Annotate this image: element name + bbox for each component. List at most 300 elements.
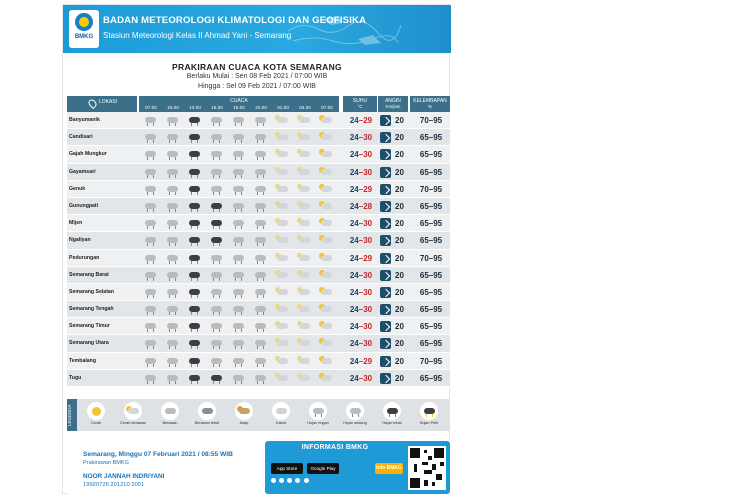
location-name: Genuk [69, 185, 86, 192]
rain-cloud-icon [143, 287, 157, 297]
location-name: Tugu [69, 374, 82, 381]
moon-cloud-icon [275, 338, 289, 348]
legend-item [81, 401, 111, 429]
temp-min: 24 [349, 236, 359, 246]
time-label: 07.00 [145, 105, 157, 110]
time-label: 13.00 [189, 105, 201, 110]
partly-cloudy-icon [319, 132, 333, 142]
heavy-rain-icon [187, 270, 201, 280]
wind-direction-icon [380, 184, 391, 195]
rain-cloud-icon [143, 167, 157, 177]
valid-to: Hingga : Sel 09 Feb 2021 / 07:00 WIB [198, 83, 316, 90]
heavy-rain-icon [187, 338, 201, 348]
wind-speed: 20 [395, 116, 404, 125]
station-name: Stasiun Meteorologi Kelas II Ahmad Yani - Semarang [103, 31, 292, 40]
temp-min: 24 [349, 339, 359, 349]
humidity: 65–95 [419, 373, 443, 383]
rain-cloud-icon [209, 321, 223, 331]
heavy-rain-icon [187, 321, 201, 331]
moon-cloud-icon [275, 149, 289, 159]
moon-cloud-icon [297, 132, 311, 142]
humidity: 65–95 [419, 133, 443, 143]
moon-cloud-icon [297, 115, 311, 125]
humidity: 65–95 [419, 322, 443, 332]
wind-speed: 20 [395, 150, 404, 160]
rain-cloud-icon [143, 270, 157, 280]
partly-cloudy-icon [319, 338, 333, 348]
rain-cloud-icon [143, 338, 157, 348]
temperature: 24–30 [349, 270, 373, 280]
partly-cloudy-icon [319, 184, 333, 194]
twitter-icon [271, 479, 277, 483]
rain-cloud-icon [253, 270, 267, 280]
time-label: 19.00 [233, 105, 245, 110]
temperature: 24–30 [349, 322, 373, 332]
heavy-rain-icon [187, 287, 201, 297]
wind-speed: 20 [395, 287, 404, 297]
humidity: 70–95 [419, 356, 443, 366]
time-label: 01.00 [277, 105, 289, 110]
qr-code [408, 446, 446, 490]
humidity: 65–95 [419, 236, 443, 246]
forecast-poster [62, 4, 450, 494]
forecast-table [67, 96, 450, 387]
temp-max: 28 [363, 201, 373, 211]
temp-max: 29 [363, 184, 373, 194]
rain-cloud-icon [231, 321, 245, 331]
location-name: Gajah Mungkur [69, 151, 107, 158]
haze-icon [237, 406, 251, 416]
rain-cloud-icon [253, 218, 267, 228]
wind-direction-icon [380, 304, 391, 315]
location-name: Semarang Tengah [69, 306, 114, 313]
temperature: 24–30 [349, 167, 373, 177]
wind-direction-icon [380, 270, 391, 281]
rain-cloud-icon [165, 115, 179, 125]
legend-item [155, 401, 185, 429]
location-name: Mijen [69, 220, 83, 227]
rain-cloud-icon [143, 132, 157, 142]
temperature: 24–30 [349, 150, 373, 160]
legend-item [340, 401, 370, 429]
heavy-rain-icon [187, 218, 201, 228]
temp-max: 30 [363, 373, 373, 383]
wind-direction-icon [380, 132, 391, 143]
location-name: Semarang Timur [69, 323, 110, 330]
moon-cloud-icon [297, 149, 311, 159]
location-pin-icon [87, 98, 98, 109]
legend [67, 399, 450, 431]
location-name: Pedurungan [69, 254, 100, 261]
wind-direction-icon [380, 321, 391, 332]
rain-cloud-icon [231, 253, 245, 263]
rain-cloud-icon [253, 201, 267, 211]
rain-cloud-icon [253, 184, 267, 194]
temperature: 24–30 [349, 236, 373, 246]
temp-min: 24 [349, 116, 359, 125]
wind-direction-icon [380, 235, 391, 246]
org-name: BADAN METEOROLOGI KLIMATOLOGI DAN GEOFISIKA [103, 15, 367, 26]
rain-cloud-icon [348, 406, 362, 416]
rain-cloud-icon [253, 304, 267, 314]
partly-cloudy-icon [319, 149, 333, 159]
header-lokasi: LOKASI [67, 96, 137, 112]
temp-max: 30 [363, 167, 373, 177]
humidity: 70–95 [419, 184, 443, 194]
moon-cloud-icon [297, 218, 311, 228]
rain-cloud-icon [253, 253, 267, 263]
moon-cloud-icon [275, 167, 289, 177]
partly-cloudy-icon [319, 201, 333, 211]
rain-cloud-icon [165, 132, 179, 142]
info-bmkg-button[interactable]: Info BMKG [375, 463, 403, 474]
legend-item [118, 401, 148, 429]
table-row [67, 318, 450, 335]
rain-cloud-icon [165, 184, 179, 194]
wind-direction-icon [380, 287, 391, 298]
time-label: 22.00 [255, 105, 267, 110]
temperature: 24–29 [349, 356, 373, 366]
wind-direction-icon [380, 218, 391, 229]
header-cuaca: CUACA [139, 96, 339, 112]
humidity: 65–95 [419, 219, 443, 229]
rain-cloud-icon [209, 132, 223, 142]
wind-direction-icon [380, 356, 391, 367]
bmkg-logo: BMKG [69, 10, 99, 48]
temperature: 24–30 [349, 219, 373, 229]
temp-min: 24 [349, 133, 359, 143]
wind-speed: 20 [395, 305, 404, 315]
rain-cloud-icon [253, 167, 267, 177]
moon-cloud-icon [275, 356, 289, 366]
temp-max: 30 [363, 133, 373, 143]
humidity: 65–95 [419, 270, 443, 280]
moon-cloud-icon [275, 132, 289, 142]
location-name: Semarang Selatan [69, 288, 114, 295]
rain-cloud-icon [209, 115, 223, 125]
rain-cloud-icon [165, 270, 179, 280]
rain-cloud-icon [231, 218, 245, 228]
humidity: 70–95 [419, 253, 443, 263]
cloud-icon [163, 406, 177, 416]
location-name: Candisari [69, 134, 93, 141]
humidity: 65–95 [419, 287, 443, 297]
moon-cloud-icon [297, 356, 311, 366]
heavy-rain-icon [187, 235, 201, 245]
humidity: 65–95 [419, 167, 443, 177]
moon-cloud-icon [275, 321, 289, 331]
wind-direction-icon [380, 149, 391, 160]
table-row [67, 215, 450, 232]
rain-cloud-icon [165, 356, 179, 366]
rain-cloud-icon [253, 115, 267, 125]
email-icon [304, 479, 310, 483]
temp-max: 30 [363, 150, 373, 160]
legend-item [303, 401, 333, 429]
temp-max: 30 [363, 305, 373, 315]
header-angin: ANGIN Km/jam [378, 96, 408, 112]
partly-cloudy-icon [319, 373, 333, 383]
rain-cloud-icon [143, 356, 157, 366]
location-name: Tembalang [69, 357, 96, 364]
wind-direction-icon [380, 338, 391, 349]
partly-cloudy-icon [319, 253, 333, 263]
rain-cloud-icon [311, 406, 325, 416]
location-name: Banyumanik [69, 117, 100, 123]
valid-from: Berlaku Mulai : Sen 08 Feb 2021 / 07:00 WIB [186, 73, 328, 80]
rain-cloud-icon [209, 184, 223, 194]
temp-min: 24 [349, 305, 359, 315]
rain-cloud-icon [209, 356, 223, 366]
location-name: Gayamsari [69, 168, 96, 175]
rain-cloud-icon [209, 167, 223, 177]
temp-min: 24 [349, 184, 359, 194]
table-row [67, 146, 450, 163]
rain-cloud-icon [143, 184, 157, 194]
wind-speed: 20 [395, 339, 404, 349]
wind-speed: 20 [395, 167, 404, 177]
footer [67, 439, 450, 494]
table-header [67, 96, 450, 112]
dark-cloud-icon [200, 406, 214, 416]
table-row [67, 335, 450, 352]
temperature: 24–29 [349, 253, 373, 263]
temp-max: 30 [363, 219, 373, 229]
partly-cloudy-icon [126, 406, 140, 416]
wind-speed: 20 [395, 253, 404, 263]
partly-cloudy-icon [319, 115, 333, 125]
facebook-icon [287, 479, 293, 483]
moon-cloud-icon [297, 287, 311, 297]
rain-cloud-icon [231, 356, 245, 366]
partly-cloudy-icon [319, 218, 333, 228]
moon-cloud-icon [275, 270, 289, 280]
rain-cloud-icon [231, 270, 245, 280]
heavy-rain-icon [187, 132, 201, 142]
time-label: 16.00 [211, 105, 223, 110]
heavy-rain-icon [187, 373, 201, 383]
legend-item-label: Berawan [162, 421, 178, 425]
forecaster-name: NOOR JANNAH INDRIYANI [83, 473, 165, 480]
header-suhu: SUHU °C [343, 96, 377, 112]
partly-cloudy-icon [319, 287, 333, 297]
legend-item-label: Cerah [90, 421, 102, 425]
temp-max: 30 [363, 322, 373, 332]
rain-cloud-icon [165, 218, 179, 228]
rain-cloud-icon [165, 338, 179, 348]
rain-cloud-icon [143, 253, 157, 263]
forecaster-nip: 19920726 201210 2001 [83, 482, 145, 488]
table-row [67, 164, 450, 181]
moon-cloud-icon [297, 304, 311, 314]
humidity: 65–95 [419, 305, 443, 315]
legend-item-label: Cerah berawan [120, 421, 146, 425]
table-row [67, 129, 450, 146]
moon-cloud-icon [275, 184, 289, 194]
temperature: 24–30 [349, 373, 373, 383]
temp-min: 24 [349, 219, 359, 229]
fog-icon [274, 406, 288, 416]
legend-item-label: Hujan sedang [343, 421, 367, 425]
rain-cloud-icon [231, 201, 245, 211]
wind-speed: 20 [395, 184, 404, 194]
heavy-rain-icon [187, 149, 201, 159]
heavy-rain-icon [209, 373, 223, 383]
rain-cloud-icon [209, 149, 223, 159]
temperature: 24–30 [349, 133, 373, 143]
moon-cloud-icon [275, 287, 289, 297]
info-panel [265, 441, 450, 494]
forecaster-role: Prakirawan BMKG [83, 460, 130, 466]
wind-direction-icon [380, 253, 391, 264]
rain-cloud-icon [165, 235, 179, 245]
rain-cloud-icon [165, 167, 179, 177]
heavy-rain-icon [209, 235, 223, 245]
rain-cloud-icon [143, 149, 157, 159]
rain-cloud-icon [253, 235, 267, 245]
partly-cloudy-icon [319, 235, 333, 245]
rain-cloud-icon [253, 287, 267, 297]
rain-cloud-icon [165, 373, 179, 383]
time-label: 04.00 [299, 105, 311, 110]
wind-speed: 20 [395, 201, 404, 211]
temperature: 24–30 [349, 339, 373, 349]
legend-item-label: Asap [239, 421, 249, 425]
wind-speed: 20 [395, 373, 404, 383]
temperature: 24–29 [349, 116, 373, 125]
wind-speed: 20 [395, 356, 404, 366]
table-row [67, 353, 450, 370]
location-name: Ngaliyan [69, 237, 91, 244]
heavy-rain-icon [187, 304, 201, 314]
legend-item [192, 401, 222, 429]
rain-cloud-icon [253, 356, 267, 366]
rain-cloud-icon [165, 149, 179, 159]
rain-cloud-icon [143, 201, 157, 211]
location-name: Semarang Barat [69, 271, 109, 278]
rain-cloud-icon [253, 149, 267, 159]
legend-item [377, 401, 407, 429]
location-name: Semarang Utara [69, 340, 109, 347]
moon-cloud-icon [297, 184, 311, 194]
temp-min: 24 [349, 322, 359, 332]
temperature: 24–30 [349, 305, 373, 315]
legend-item [414, 401, 444, 429]
time-labels [139, 96, 339, 112]
rain-cloud-icon [165, 253, 179, 263]
heavy-rain-icon [187, 356, 201, 366]
humidity: 65–95 [419, 150, 443, 160]
rain-cloud-icon [253, 338, 267, 348]
heavy-rain-icon [209, 218, 223, 228]
moon-cloud-icon [275, 201, 289, 211]
rain-cloud-icon [165, 304, 179, 314]
moon-cloud-icon [297, 201, 311, 211]
wind-speed: 20 [395, 219, 404, 229]
legend-item-label: Berawan tebal [194, 421, 220, 425]
temp-min: 24 [349, 356, 359, 366]
heavy-rain-icon [385, 406, 399, 416]
table-row [67, 284, 450, 301]
rain-cloud-icon [231, 184, 245, 194]
header-kelembapan: KELEMBAPAN % [410, 96, 450, 112]
rain-cloud-icon [143, 321, 157, 331]
temp-max: 29 [363, 116, 373, 125]
heavy-rain-icon [209, 201, 223, 211]
time-label: 10.00 [167, 105, 179, 110]
table-row [67, 112, 450, 129]
sun-icon [89, 406, 103, 416]
heavy-rain-icon [187, 167, 201, 177]
rain-cloud-icon [231, 338, 245, 348]
temp-max: 30 [363, 339, 373, 349]
rain-cloud-icon [253, 373, 267, 383]
rain-cloud-icon [209, 287, 223, 297]
google-play-button[interactable]: Google Play [307, 463, 339, 474]
moon-cloud-icon [297, 270, 311, 280]
rain-cloud-icon [165, 321, 179, 331]
info-title: INFORMASI BMKG [301, 444, 369, 451]
partly-cloudy-icon [319, 321, 333, 331]
legend-item-label: Hujan lebat [382, 421, 402, 425]
partly-cloudy-icon [319, 304, 333, 314]
partly-cloudy-icon [319, 167, 333, 177]
moon-cloud-icon [297, 373, 311, 383]
temperature: 24–29 [349, 184, 373, 194]
wind-direction-icon [380, 201, 391, 212]
table-row [67, 198, 450, 215]
table-row [67, 250, 450, 267]
humidity: 65–95 [419, 201, 443, 211]
moon-cloud-icon [275, 115, 289, 125]
rain-cloud-icon [231, 132, 245, 142]
instagram-icon [279, 479, 285, 483]
thunderstorm-icon [422, 406, 436, 416]
issued-date: Semarang, Minggu 07 Februari 2021 / 08:55 WIB [83, 451, 233, 458]
table-row [67, 370, 450, 387]
humidity: 65–95 [419, 339, 443, 349]
rain-cloud-icon [231, 304, 245, 314]
temp-max: 30 [363, 270, 373, 280]
temp-max: 30 [363, 287, 373, 297]
moon-cloud-icon [275, 218, 289, 228]
legend-item [229, 401, 259, 429]
temperature: 24–30 [349, 287, 373, 297]
legend-item [266, 401, 296, 429]
rain-cloud-icon [165, 201, 179, 211]
table-row [67, 267, 450, 284]
moon-cloud-icon [275, 253, 289, 263]
rain-cloud-icon [165, 287, 179, 297]
wind-speed: 20 [395, 236, 404, 246]
rain-cloud-icon [209, 304, 223, 314]
heavy-rain-icon [187, 201, 201, 211]
rain-cloud-icon [231, 167, 245, 177]
rain-cloud-icon [253, 132, 267, 142]
temp-min: 24 [349, 270, 359, 280]
legend-label: LEGENDA [67, 399, 77, 431]
app-store-button[interactable]: App Store [271, 463, 303, 474]
rain-cloud-icon [231, 149, 245, 159]
heavy-rain-icon [187, 115, 201, 125]
partly-cloudy-icon [319, 270, 333, 280]
temp-min: 24 [349, 201, 359, 211]
rain-cloud-icon [143, 218, 157, 228]
rain-cloud-icon [143, 304, 157, 314]
wind-speed: 20 [395, 270, 404, 280]
wind-direction-icon [380, 167, 391, 178]
temp-max: 30 [363, 236, 373, 246]
